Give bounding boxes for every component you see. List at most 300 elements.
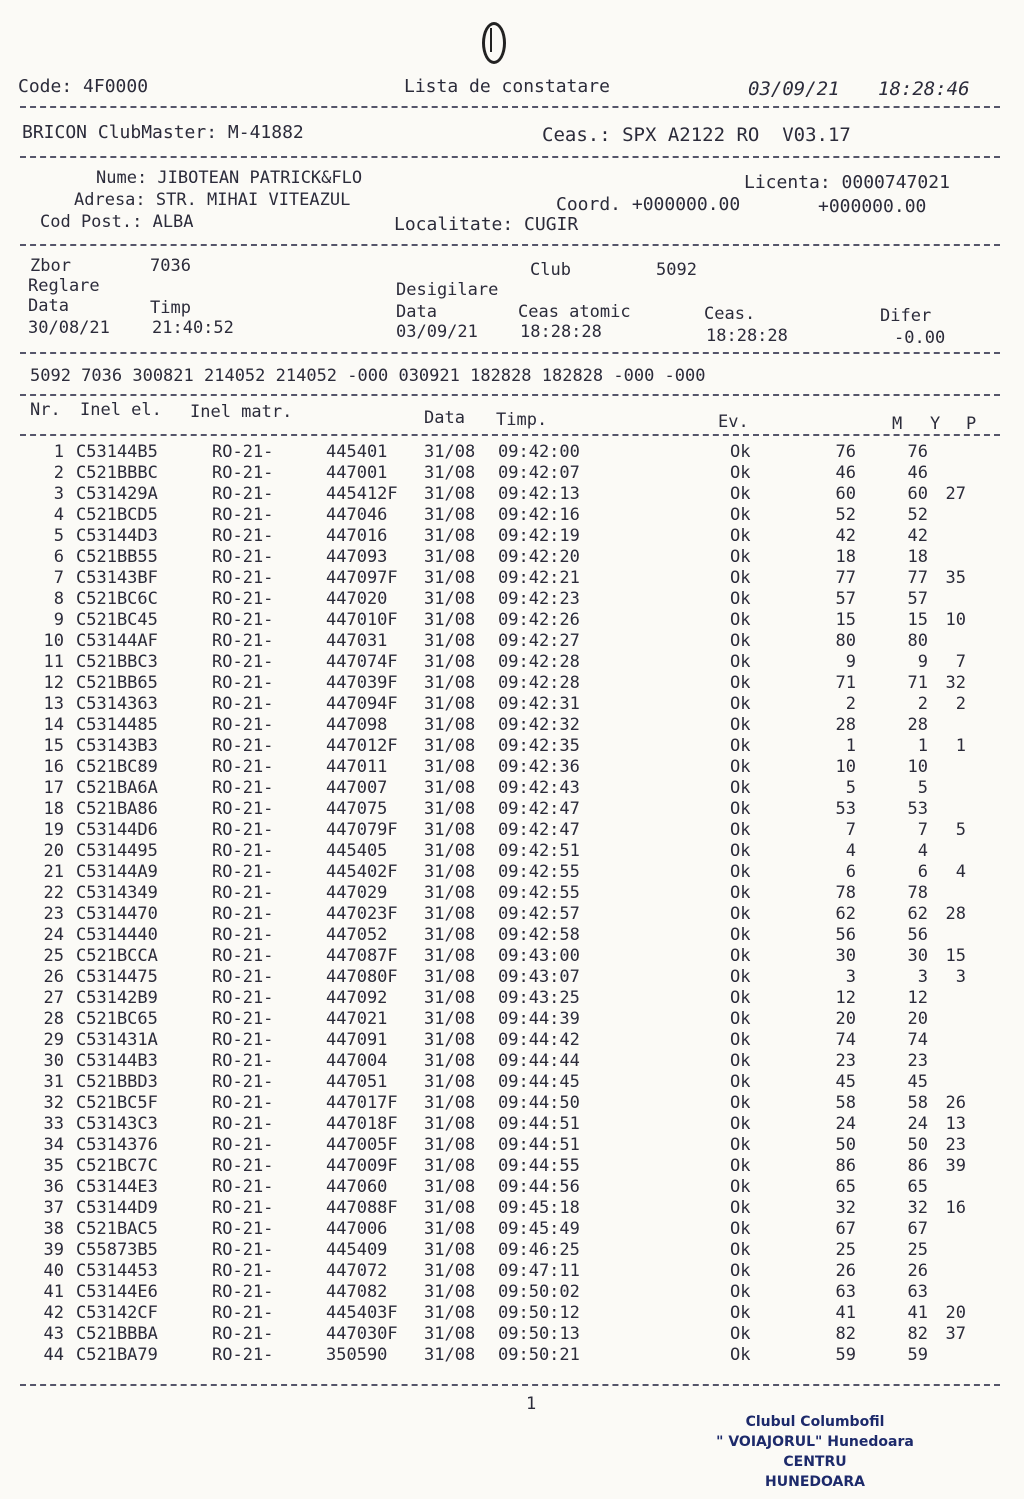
event-status: Ok bbox=[730, 505, 751, 525]
electronic-ring: C5314485 bbox=[76, 715, 158, 735]
value-p: 20 bbox=[945, 1303, 966, 1323]
arrival-date: 31/08 bbox=[424, 547, 476, 567]
summary-line: 5092 7036 300821 214052 214052 -000 030921 182828 182828 -000 -000 bbox=[30, 366, 706, 386]
arrival-time: 09:44:39 bbox=[498, 1009, 580, 1029]
value-m: 24 bbox=[835, 1114, 856, 1134]
electronic-ring: C53144B3 bbox=[76, 1051, 158, 1071]
value-y: 4 bbox=[917, 841, 928, 861]
value-y: 6 bbox=[917, 862, 928, 882]
value-m: 9 bbox=[845, 652, 856, 672]
ring-number: 350590 bbox=[326, 1345, 388, 1365]
value-y: 45 bbox=[907, 1072, 928, 1092]
divider bbox=[20, 106, 1000, 108]
value-m: 77 bbox=[835, 568, 856, 588]
ring-number: 445409 bbox=[326, 1240, 388, 1260]
row-number: 21 bbox=[43, 862, 64, 882]
ring-prefix: RO-21- bbox=[212, 1051, 274, 1071]
ring-number: 447039F bbox=[326, 673, 398, 693]
arrival-time: 09:50:13 bbox=[498, 1324, 580, 1344]
arrival-time: 09:42:51 bbox=[498, 841, 580, 861]
event-status: Ok bbox=[730, 1324, 751, 1344]
value-y: 46 bbox=[907, 463, 928, 483]
page-number: 1 bbox=[526, 1394, 537, 1414]
value-m: 20 bbox=[835, 1009, 856, 1029]
value-m: 26 bbox=[835, 1261, 856, 1281]
table-row bbox=[0, 967, 1024, 987]
time-label: Timp bbox=[150, 298, 191, 318]
value-m: 45 bbox=[835, 1072, 856, 1092]
arrival-date: 31/08 bbox=[424, 1219, 476, 1239]
row-number: 16 bbox=[43, 757, 64, 777]
table-row bbox=[0, 1198, 1024, 1218]
value-m: 86 bbox=[835, 1156, 856, 1176]
ring-number: 447007 bbox=[326, 778, 388, 798]
electronic-ring: C521BC5F bbox=[76, 1093, 158, 1113]
atomic-clock-time: 18:28:28 bbox=[520, 322, 602, 342]
value-m: 59 bbox=[835, 1345, 856, 1365]
value-y: 32 bbox=[907, 1198, 928, 1218]
value-p: 5 bbox=[955, 820, 966, 840]
event-status: Ok bbox=[730, 1303, 751, 1323]
ring-prefix: RO-21- bbox=[212, 1219, 274, 1239]
difference-label: Difer bbox=[880, 306, 932, 326]
ring-number: 447082 bbox=[326, 1282, 388, 1302]
table-row bbox=[0, 925, 1024, 945]
arrival-time: 09:42:28 bbox=[498, 652, 580, 672]
ring-prefix: RO-21- bbox=[212, 1114, 274, 1134]
table-row bbox=[0, 568, 1024, 588]
ring-prefix: RO-21- bbox=[212, 1261, 274, 1281]
ring-prefix: RO-21- bbox=[212, 652, 274, 672]
ring-number: 447010F bbox=[326, 610, 398, 630]
row-number: 32 bbox=[43, 1093, 64, 1113]
electronic-ring: C53143BF bbox=[76, 568, 158, 588]
value-y: 3 bbox=[917, 967, 928, 987]
ring-number: 447023F bbox=[326, 904, 398, 924]
row-number: 40 bbox=[43, 1261, 64, 1281]
col-m: M bbox=[892, 414, 903, 434]
value-y: 82 bbox=[907, 1324, 928, 1344]
value-p: 27 bbox=[945, 484, 966, 504]
table-row bbox=[0, 547, 1024, 567]
value-p: 7 bbox=[955, 652, 966, 672]
arrival-time: 09:44:56 bbox=[498, 1177, 580, 1197]
value-y: 50 bbox=[907, 1135, 928, 1155]
ring-number: 445402F bbox=[326, 862, 398, 882]
coordinates-2: +000000.00 bbox=[818, 196, 927, 217]
value-m: 63 bbox=[835, 1282, 856, 1302]
ring-number: 447021 bbox=[326, 1009, 388, 1029]
arrival-time: 09:44:55 bbox=[498, 1156, 580, 1176]
arrival-date: 31/08 bbox=[424, 1303, 476, 1323]
arrival-date: 31/08 bbox=[424, 568, 476, 588]
value-y: 10 bbox=[907, 757, 928, 777]
row-number: 11 bbox=[43, 652, 64, 672]
ring-prefix: RO-21- bbox=[212, 967, 274, 987]
ring-number: 447005F bbox=[326, 1135, 398, 1155]
ring-number: 447087F bbox=[326, 946, 398, 966]
divider bbox=[20, 394, 1000, 396]
table-row bbox=[0, 1345, 1024, 1365]
ring-number: 447031 bbox=[326, 631, 388, 651]
value-m: 32 bbox=[835, 1198, 856, 1218]
ring-number: 447052 bbox=[326, 925, 388, 945]
table-row bbox=[0, 505, 1024, 525]
ring-prefix: RO-21- bbox=[212, 1093, 274, 1113]
value-y: 65 bbox=[907, 1177, 928, 1197]
arrival-time: 09:44:51 bbox=[498, 1135, 580, 1155]
table-row bbox=[0, 1030, 1024, 1050]
date-label-2: Data bbox=[396, 302, 437, 322]
value-p: 35 bbox=[945, 568, 966, 588]
value-p: 10 bbox=[945, 610, 966, 630]
value-y: 76 bbox=[907, 442, 928, 462]
value-p: 3 bbox=[955, 967, 966, 987]
row-number: 41 bbox=[43, 1282, 64, 1302]
arrival-date: 31/08 bbox=[424, 925, 476, 945]
arrival-time: 09:42:19 bbox=[498, 526, 580, 546]
row-number: 30 bbox=[43, 1051, 64, 1071]
ring-prefix: RO-21- bbox=[212, 883, 274, 903]
electronic-ring: C5314376 bbox=[76, 1135, 158, 1155]
electronic-ring: C531431A bbox=[76, 1030, 158, 1050]
arrival-time: 09:42:00 bbox=[498, 442, 580, 462]
arrival-time: 09:44:42 bbox=[498, 1030, 580, 1050]
electronic-ring: C55873B5 bbox=[76, 1240, 158, 1260]
event-status: Ok bbox=[730, 925, 751, 945]
ring-prefix: RO-21- bbox=[212, 589, 274, 609]
row-number: 27 bbox=[43, 988, 64, 1008]
ring-prefix: RO-21- bbox=[212, 1072, 274, 1092]
value-y: 63 bbox=[907, 1282, 928, 1302]
row-number: 2 bbox=[53, 463, 64, 483]
table-row bbox=[0, 1303, 1024, 1323]
value-m: 56 bbox=[835, 925, 856, 945]
arrival-time: 09:42:32 bbox=[498, 715, 580, 735]
arrival-time: 09:42:55 bbox=[498, 883, 580, 903]
electronic-ring: C521BCCA bbox=[76, 946, 158, 966]
event-status: Ok bbox=[730, 589, 751, 609]
electronic-ring: C521BB65 bbox=[76, 673, 158, 693]
row-number: 31 bbox=[43, 1072, 64, 1092]
ring-prefix: RO-21- bbox=[212, 757, 274, 777]
value-m: 1 bbox=[845, 736, 856, 756]
page-title: Lista de constatare bbox=[404, 76, 610, 97]
event-status: Ok bbox=[730, 1030, 751, 1050]
row-number: 4 bbox=[53, 505, 64, 525]
row-number: 1 bbox=[53, 442, 64, 462]
arrival-date: 31/08 bbox=[424, 673, 476, 693]
arrival-date: 31/08 bbox=[424, 736, 476, 756]
col-nr: Nr. bbox=[30, 400, 61, 420]
arrival-time: 09:42:55 bbox=[498, 862, 580, 882]
event-status: Ok bbox=[730, 610, 751, 630]
setting-label: Reglare bbox=[28, 276, 100, 296]
atomic-clock-label: Ceas atomic bbox=[518, 302, 631, 322]
divider bbox=[20, 244, 1000, 246]
ring-prefix: RO-21- bbox=[212, 841, 274, 861]
stamp-line: CENTRU bbox=[783, 1454, 847, 1470]
arrival-date: 31/08 bbox=[424, 1198, 476, 1218]
ring-prefix: RO-21- bbox=[212, 505, 274, 525]
value-y: 20 bbox=[907, 1009, 928, 1029]
arrival-date: 31/08 bbox=[424, 841, 476, 861]
arrival-date: 31/08 bbox=[424, 799, 476, 819]
value-y: 9 bbox=[917, 652, 928, 672]
col-inel-el: Inel el. bbox=[80, 400, 162, 420]
table-row bbox=[0, 631, 1024, 651]
stamp-line: Clubul Columbofil bbox=[745, 1414, 885, 1430]
ring-prefix: RO-21- bbox=[212, 547, 274, 567]
arrival-time: 09:42:47 bbox=[498, 799, 580, 819]
ring-prefix: RO-21- bbox=[212, 631, 274, 651]
ring-prefix: RO-21- bbox=[212, 1030, 274, 1050]
row-number: 15 bbox=[43, 736, 64, 756]
arrival-date: 31/08 bbox=[424, 946, 476, 966]
ring-prefix: RO-21- bbox=[212, 568, 274, 588]
value-y: 52 bbox=[907, 505, 928, 525]
electronic-ring: C5314475 bbox=[76, 967, 158, 987]
value-m: 46 bbox=[835, 463, 856, 483]
clock-label: Ceas.: SPX A2122 RO V03.17 bbox=[542, 124, 851, 146]
ring-number: 447088F bbox=[326, 1198, 398, 1218]
value-m: 2 bbox=[845, 694, 856, 714]
ring-number: 445401 bbox=[326, 442, 388, 462]
table-row bbox=[0, 883, 1024, 903]
arrival-time: 09:50:02 bbox=[498, 1282, 580, 1302]
arrival-time: 09:44:44 bbox=[498, 1051, 580, 1071]
table-row bbox=[0, 820, 1024, 840]
col-y: Y bbox=[930, 414, 941, 434]
event-status: Ok bbox=[730, 757, 751, 777]
table-row bbox=[0, 484, 1024, 504]
arrival-time: 09:42:27 bbox=[498, 631, 580, 651]
value-y: 59 bbox=[907, 1345, 928, 1365]
value-m: 42 bbox=[835, 526, 856, 546]
arrival-time: 09:42:23 bbox=[498, 589, 580, 609]
value-y: 26 bbox=[907, 1261, 928, 1281]
ring-prefix: RO-21- bbox=[212, 1240, 274, 1260]
value-m: 80 bbox=[835, 631, 856, 651]
value-m: 28 bbox=[835, 715, 856, 735]
electronic-ring: C53144E3 bbox=[76, 1177, 158, 1197]
event-status: Ok bbox=[730, 484, 751, 504]
ring-prefix: RO-21- bbox=[212, 442, 274, 462]
value-m: 6 bbox=[845, 862, 856, 882]
ring-number: 447093 bbox=[326, 547, 388, 567]
value-y: 67 bbox=[907, 1219, 928, 1239]
event-status: Ok bbox=[730, 946, 751, 966]
event-status: Ok bbox=[730, 1177, 751, 1197]
row-number: 24 bbox=[43, 925, 64, 945]
arrival-date: 31/08 bbox=[424, 1345, 476, 1365]
locality: Localitate: CUGIR bbox=[394, 214, 579, 235]
arrival-date: 31/08 bbox=[424, 820, 476, 840]
arrival-date: 31/08 bbox=[424, 505, 476, 525]
event-status: Ok bbox=[730, 463, 751, 483]
event-status: Ok bbox=[730, 694, 751, 714]
row-number: 7 bbox=[53, 568, 64, 588]
arrival-time: 09:42:43 bbox=[498, 778, 580, 798]
event-status: Ok bbox=[730, 526, 751, 546]
row-number: 14 bbox=[43, 715, 64, 735]
table-row bbox=[0, 1156, 1024, 1176]
event-status: Ok bbox=[730, 1072, 751, 1092]
table-row bbox=[0, 694, 1024, 714]
ring-prefix: RO-21- bbox=[212, 988, 274, 1008]
ring-prefix: RO-21- bbox=[212, 799, 274, 819]
ring-number: 447018F bbox=[326, 1114, 398, 1134]
value-y: 62 bbox=[907, 904, 928, 924]
clubmaster-label: BRICON ClubMaster: M-41882 bbox=[22, 122, 304, 143]
event-status: Ok bbox=[730, 673, 751, 693]
value-p: 32 bbox=[945, 673, 966, 693]
divider bbox=[20, 434, 1000, 436]
electronic-ring: C5314495 bbox=[76, 841, 158, 861]
ring-number: 447074F bbox=[326, 652, 398, 672]
value-p: 37 bbox=[945, 1324, 966, 1344]
date-label: Data bbox=[28, 296, 69, 316]
print-time: 18:28:46 bbox=[878, 78, 970, 100]
arrival-date: 31/08 bbox=[424, 904, 476, 924]
event-status: Ok bbox=[730, 736, 751, 756]
arrival-date: 31/08 bbox=[424, 757, 476, 777]
event-status: Ok bbox=[730, 1051, 751, 1071]
flight-label: Zbor bbox=[30, 256, 71, 276]
electronic-ring: C521BC6C bbox=[76, 589, 158, 609]
row-number: 13 bbox=[43, 694, 64, 714]
stamp-line: HUNEDOARA bbox=[765, 1474, 865, 1490]
event-status: Ok bbox=[730, 652, 751, 672]
event-status: Ok bbox=[730, 1282, 751, 1302]
ring-number: 447020 bbox=[326, 589, 388, 609]
electronic-ring: C53144D3 bbox=[76, 526, 158, 546]
arrival-time: 09:42:28 bbox=[498, 673, 580, 693]
arrival-date: 31/08 bbox=[424, 694, 476, 714]
table-row bbox=[0, 589, 1024, 609]
table-row bbox=[0, 463, 1024, 483]
ring-number: 445405 bbox=[326, 841, 388, 861]
value-m: 74 bbox=[835, 1030, 856, 1050]
ring-prefix: RO-21- bbox=[212, 820, 274, 840]
arrival-date: 31/08 bbox=[424, 715, 476, 735]
table-row bbox=[0, 1135, 1024, 1155]
postal-code: Cod Post.: ALBA bbox=[40, 212, 194, 232]
electronic-ring: C521BC45 bbox=[76, 610, 158, 630]
value-m: 7 bbox=[845, 820, 856, 840]
arrival-date: 31/08 bbox=[424, 652, 476, 672]
arrival-time: 09:46:25 bbox=[498, 1240, 580, 1260]
row-number: 5 bbox=[53, 526, 64, 546]
arrival-time: 09:42:58 bbox=[498, 925, 580, 945]
col-ev: Ev. bbox=[718, 412, 749, 432]
table-row bbox=[0, 1219, 1024, 1239]
ring-prefix: RO-21- bbox=[212, 862, 274, 882]
electronic-ring: C521BCD5 bbox=[76, 505, 158, 525]
ring-number: 447079F bbox=[326, 820, 398, 840]
code-label: Code: 4F0000 bbox=[18, 76, 149, 97]
value-y: 71 bbox=[907, 673, 928, 693]
ring-prefix: RO-21- bbox=[212, 1303, 274, 1323]
ring-number: 447098 bbox=[326, 715, 388, 735]
row-number: 26 bbox=[43, 967, 64, 987]
value-y: 1 bbox=[917, 736, 928, 756]
setting-date: 30/08/21 bbox=[28, 318, 110, 338]
event-status: Ok bbox=[730, 967, 751, 987]
ring-prefix: RO-21- bbox=[212, 925, 274, 945]
electronic-ring: C53144A9 bbox=[76, 862, 158, 882]
electronic-ring: C521BBBA bbox=[76, 1324, 158, 1344]
row-number: 37 bbox=[43, 1198, 64, 1218]
electronic-ring: C521BC89 bbox=[76, 757, 158, 777]
event-status: Ok bbox=[730, 631, 751, 651]
arrival-date: 31/08 bbox=[424, 1051, 476, 1071]
value-y: 80 bbox=[907, 631, 928, 651]
arrival-date: 31/08 bbox=[424, 1093, 476, 1113]
unsealing-label: Desigilare bbox=[396, 280, 499, 300]
value-m: 3 bbox=[845, 967, 856, 987]
electronic-ring: C521BB55 bbox=[76, 547, 158, 567]
ring-prefix: RO-21- bbox=[212, 778, 274, 798]
electronic-ring: C521BA79 bbox=[76, 1345, 158, 1365]
ring-prefix: RO-21- bbox=[212, 484, 274, 504]
value-y: 60 bbox=[907, 484, 928, 504]
electronic-ring: C5314349 bbox=[76, 883, 158, 903]
arrival-time: 09:42:26 bbox=[498, 610, 580, 630]
arrival-date: 31/08 bbox=[424, 1177, 476, 1197]
electronic-ring: C521BC65 bbox=[76, 1009, 158, 1029]
table-row bbox=[0, 1177, 1024, 1197]
ring-prefix: RO-21- bbox=[212, 610, 274, 630]
flight-number: 7036 bbox=[150, 256, 191, 276]
table-row bbox=[0, 1324, 1024, 1344]
ring-prefix: RO-21- bbox=[212, 1282, 274, 1302]
table-row bbox=[0, 988, 1024, 1008]
stamp-line: " VOIAJORUL" Hunedoara bbox=[716, 1434, 914, 1450]
ring-prefix: RO-21- bbox=[212, 694, 274, 714]
col-data: Data bbox=[424, 408, 465, 428]
row-number: 23 bbox=[43, 904, 64, 924]
value-y: 86 bbox=[907, 1156, 928, 1176]
arrival-time: 09:42:20 bbox=[498, 547, 580, 567]
row-number: 12 bbox=[43, 673, 64, 693]
arrival-date: 31/08 bbox=[424, 883, 476, 903]
event-status: Ok bbox=[730, 778, 751, 798]
value-m: 15 bbox=[835, 610, 856, 630]
difference-value: -0.00 bbox=[894, 328, 946, 348]
electronic-ring: C521BAC5 bbox=[76, 1219, 158, 1239]
electronic-ring: C521BA86 bbox=[76, 799, 158, 819]
ring-prefix: RO-21- bbox=[212, 1156, 274, 1176]
arrival-date: 31/08 bbox=[424, 589, 476, 609]
arrival-time: 09:42:07 bbox=[498, 463, 580, 483]
ring-prefix: RO-21- bbox=[212, 1009, 274, 1029]
ring-number: 447094F bbox=[326, 694, 398, 714]
arrival-time: 09:43:25 bbox=[498, 988, 580, 1008]
ring-number: 447080F bbox=[326, 967, 398, 987]
row-number: 6 bbox=[53, 547, 64, 567]
ring-number: 445403F bbox=[326, 1303, 398, 1323]
value-m: 18 bbox=[835, 547, 856, 567]
arrival-date: 31/08 bbox=[424, 862, 476, 882]
table-row bbox=[0, 778, 1024, 798]
arrival-date: 31/08 bbox=[424, 526, 476, 546]
ring-number: 447075 bbox=[326, 799, 388, 819]
row-number: 19 bbox=[43, 820, 64, 840]
value-y: 42 bbox=[907, 526, 928, 546]
value-m: 60 bbox=[835, 484, 856, 504]
logo-mark bbox=[482, 22, 506, 64]
